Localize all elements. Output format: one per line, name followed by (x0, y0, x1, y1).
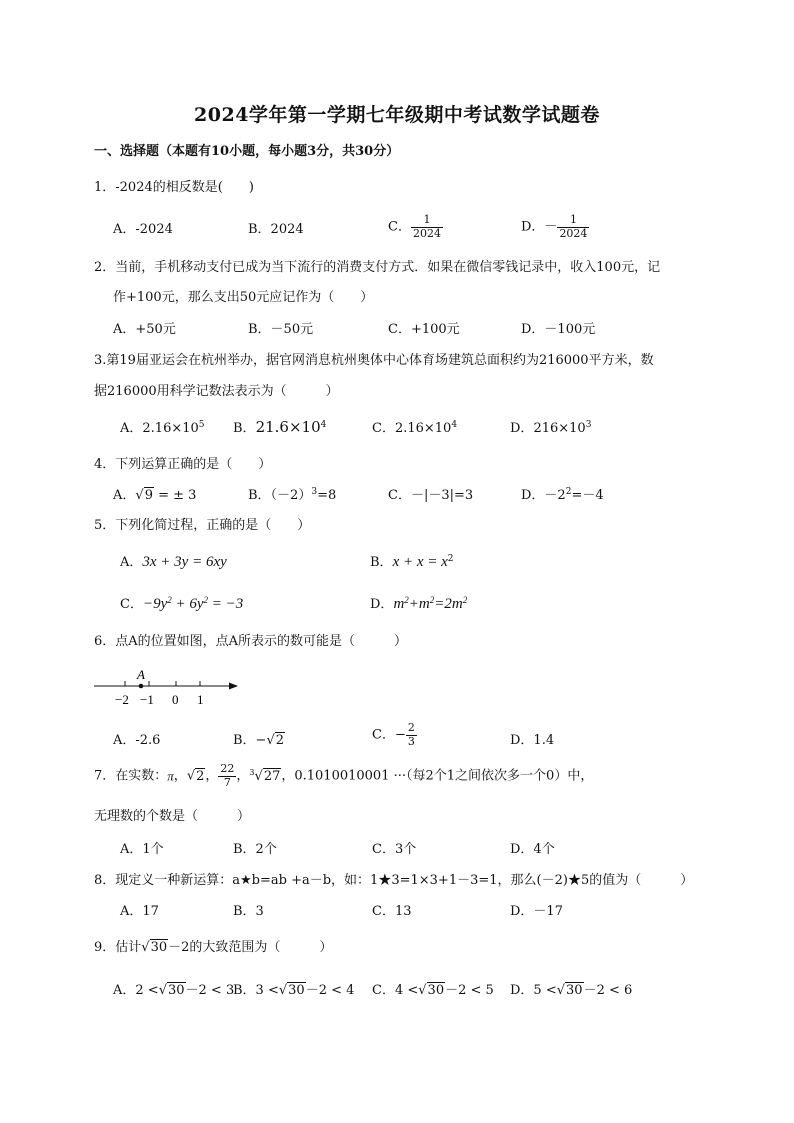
q9-option-b: B．3 <√30－2 < 4 (233, 983, 355, 998)
q2-option-a: A．+50元 (113, 322, 176, 337)
question-3-line1: 3.第19届亚运会在杭州举办，据官网消息杭州奥体中心体育场建筑总面积约为216000平方米，数 (94, 353, 654, 368)
question-3-line2: 据216000用科学记数法表示为（ ） (94, 384, 339, 399)
q4-option-c: C．－|－3|=3 (388, 488, 474, 503)
tick-label: 0 (172, 692, 179, 707)
question-2-line2: 作+100元，那么支出50元应记作为（ ） (113, 290, 374, 305)
q1-option-c: C． $\frac{1}{2024}$ (388, 213, 441, 240)
q9-option-d: D．5 <√30－2 < 6 (510, 983, 633, 998)
number-line-figure (92, 664, 252, 709)
tick-label: 1 (197, 692, 204, 707)
q2-option-b: B．－50元 (248, 322, 314, 337)
q7-option-d: D．4个 (510, 842, 555, 857)
q1-option-d: D．－ $\frac{1}{2024}$ (521, 213, 588, 240)
q3-option-c: C．$2.16\times 10^4$ (372, 420, 458, 436)
q4-option-a: A．√9 = ± 3 (113, 488, 197, 503)
question-7-line2: 无理数的个数是（ ） (94, 809, 251, 824)
q6-option-a: A．-2.6 (113, 733, 161, 748)
q1-option-a: A．-2024 (113, 222, 173, 237)
question-1-stem: 1．-2024的相反数是( ) (94, 180, 254, 195)
q2-option-d: D．－100元 (521, 322, 596, 337)
q5-option-c: C．$-9y^2 + 6y^2 = -3$ (120, 595, 244, 612)
arrow-right-icon (229, 683, 238, 690)
q5-option-b: B．$x + x = x^2$ (370, 554, 454, 570)
q5-option-a: A．3x + 3y = 6xy (120, 554, 227, 570)
q1-option-b: B．2024 (248, 222, 304, 237)
q9-option-a: A．2 <√30－2 < 3 (113, 983, 235, 998)
q8-option-b: B．3 (233, 904, 264, 919)
q6-option-c: C．− $\frac{2}{3}$ (372, 721, 415, 748)
q3-option-a: A．$2.16\times 10^5$ (120, 420, 205, 436)
q8-option-d: D．－17 (510, 904, 563, 919)
q7-option-c: C．3个 (372, 842, 417, 857)
page-title: 2024学年第一学期七年级期中考试数学试题卷 (194, 104, 600, 126)
q3-option-d: D．$216\times 10^3$ (510, 420, 592, 436)
q4-option-b: B．$(-2)^3=8$ (248, 487, 337, 503)
q3-option-b: B．$21.6\times 10^4$ (233, 418, 327, 436)
question-9-stem: 9．估计√30－2的大致范围为（ ） (94, 940, 333, 955)
question-7-line1: 7．在实数：π，√2， $\frac{22}{7}$ ，$^3$√27，0.1010010001 ···（每2个1之间依次多一个0）中， (94, 762, 594, 789)
question-5-stem: 5．下列化简过程，正确的是（ ） (94, 518, 311, 533)
tick-label: −1 (140, 692, 154, 707)
question-8-stem: 8．现定义一种新运算：a★b=ab +a－b，如：1★3=1×3+1－3=1，那么(－2)★5的值为（ ） (94, 873, 694, 888)
point-a-label: A (137, 667, 145, 682)
q2-option-c: C．+100元 (388, 322, 460, 337)
q6-option-d: D．1.4 (510, 733, 555, 748)
q7-option-b: B．2个 (233, 842, 277, 857)
question-6-stem: 6．点A的位置如图，点A所表示的数可能是（ ） (94, 634, 408, 649)
point-a-dot (139, 684, 144, 689)
q7-option-a: A．1个 (120, 842, 164, 857)
tick-label: −2 (115, 692, 129, 707)
question-2-line1: 2．当前，手机移动支付已成为当下流行的消费支付方式．如果在微信零钱记录中，收入100元，记 (94, 260, 661, 275)
q6-option-b: B．−√2 (233, 733, 285, 748)
q9-option-c: C．4 <√30－2 < 5 (372, 983, 494, 998)
q8-option-a: A．17 (120, 904, 159, 919)
section-heading: 一、选择题（本题有10小题，每小题3分，共30分） (94, 144, 400, 159)
q8-option-c: C．13 (372, 904, 412, 919)
q5-option-d: D．$m^2+m^2=2m^2$ (370, 595, 468, 612)
question-4-stem: 4．下列运算正确的是（ ） (94, 457, 272, 472)
q4-option-d: D．$-2^2=-4$ (521, 487, 604, 503)
